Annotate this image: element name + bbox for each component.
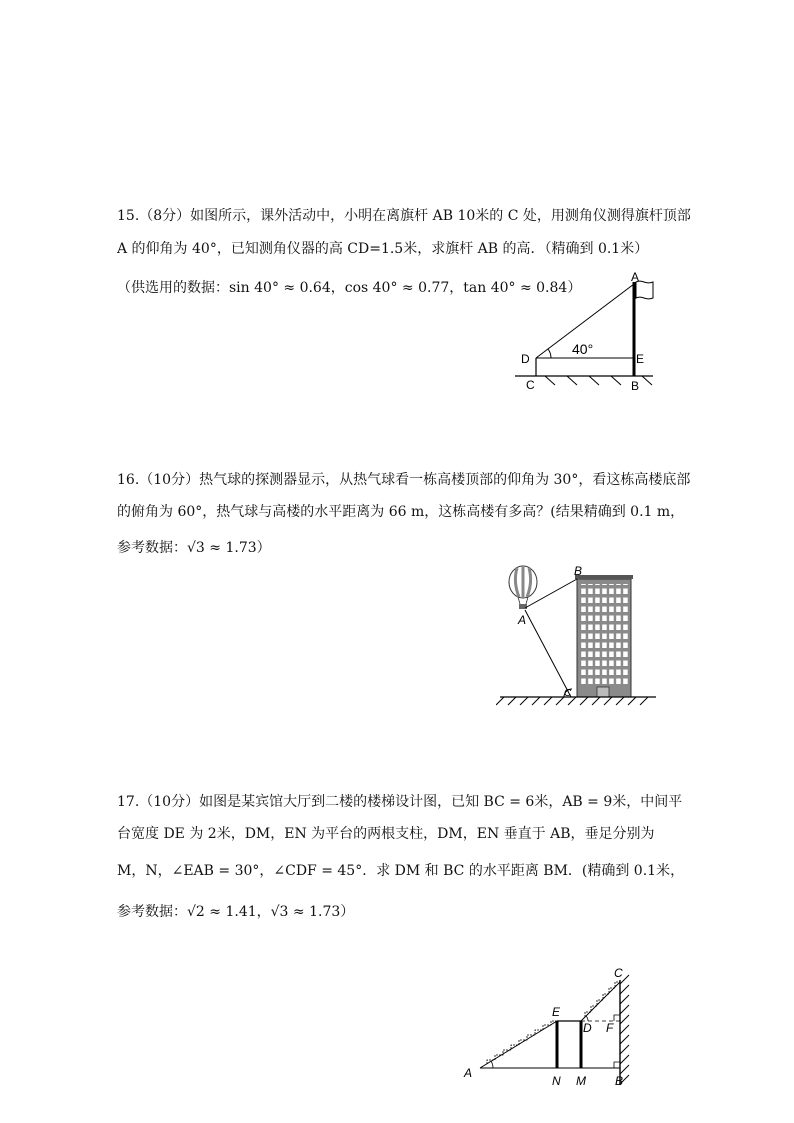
q17-label-b: B <box>615 1074 624 1088</box>
q17-wall-hatch <box>620 975 629 1084</box>
q15-label-d: D <box>521 352 530 366</box>
q15-flagpole-figure <box>505 268 665 398</box>
q16-balloon-basket <box>519 604 527 609</box>
q16-label-c: C <box>564 688 572 699</box>
q17-staircase-figure <box>455 960 645 1095</box>
q16-line-1: 16.（10分）热气球的探测器显示，从热气球看一栋高楼顶部的仰角为 30°，看这栋高楼底部 <box>117 472 691 488</box>
q17-label-m: M <box>576 1074 586 1088</box>
q15-label-a: A <box>631 270 640 284</box>
q17-line-3: M，N，∠EAB = 30°，∠CDF = 45°．求 DM 和 BC 的水平距离 BM．(精确到 0.1米， <box>117 863 685 879</box>
q16-line-3: 参考数据：√3 ≈ 1.73） <box>117 540 271 556</box>
q16-label-a: A <box>518 613 527 627</box>
q17-angle-arc-a <box>491 1061 493 1068</box>
q15-label-e: E <box>636 352 645 366</box>
q16-building-door <box>597 687 609 697</box>
q17-line-2: 台宽度 DE 为 2米，DM，EN 为平台的两根支柱，DM，EN 垂直于 AB，垂足分别为 <box>117 826 655 842</box>
q17-label-e: E <box>552 1005 561 1019</box>
q17-label-a: A <box>464 1066 473 1080</box>
q15-label-b: B <box>631 379 640 393</box>
q16-balloon-building-figure <box>496 560 666 715</box>
q15-line-1: 15.（8分）如图所示，课外活动中，小明在离旗杆 AB 10米的 C 处，用测角仪测得旗杆顶部 <box>117 208 691 224</box>
q17-label-f: F <box>606 1021 614 1035</box>
q16-building-roof <box>575 575 633 579</box>
q17-line-1: 17.（10分）如图是某宾馆大厅到二楼的楼梯设计图，已知 BC = 6米，AB = 9米，中间平 <box>117 794 683 810</box>
q16-ground-hatch <box>496 697 648 705</box>
q16-label-b: B <box>574 564 583 578</box>
q15-label-c: C <box>526 378 535 392</box>
q16-sight-line-bottom <box>525 610 571 697</box>
q17-line-4: 参考数据：√2 ≈ 1.41，√3 ≈ 1.73） <box>117 904 355 920</box>
q16-line-2: 的俯角为 60°，热气球与高楼的水平距离为 66 m，这栋高楼有多高？(结果精确到 0.1 m， <box>117 504 685 520</box>
q17-incline-ae <box>480 1021 557 1068</box>
q17-label-c: C <box>614 966 623 980</box>
q15-angle-label: 40° <box>572 341 594 357</box>
q17-label-d: D <box>583 1021 592 1035</box>
q15-line-2: A 的仰角为 40°，已知测角仪器的高 CD=1.5米，求旗杆 AB 的高．（精确到 0.1米） <box>117 241 649 257</box>
q15-line-3: （供选用的数据：sin 40° ≈ 0.64，cos 40° ≈ 0.77，tan 40° ≈ 0.84） <box>117 280 582 296</box>
q15-angle-arc <box>548 349 551 358</box>
q16-building-windows <box>579 584 629 684</box>
q17-label-n: N <box>552 1074 561 1088</box>
